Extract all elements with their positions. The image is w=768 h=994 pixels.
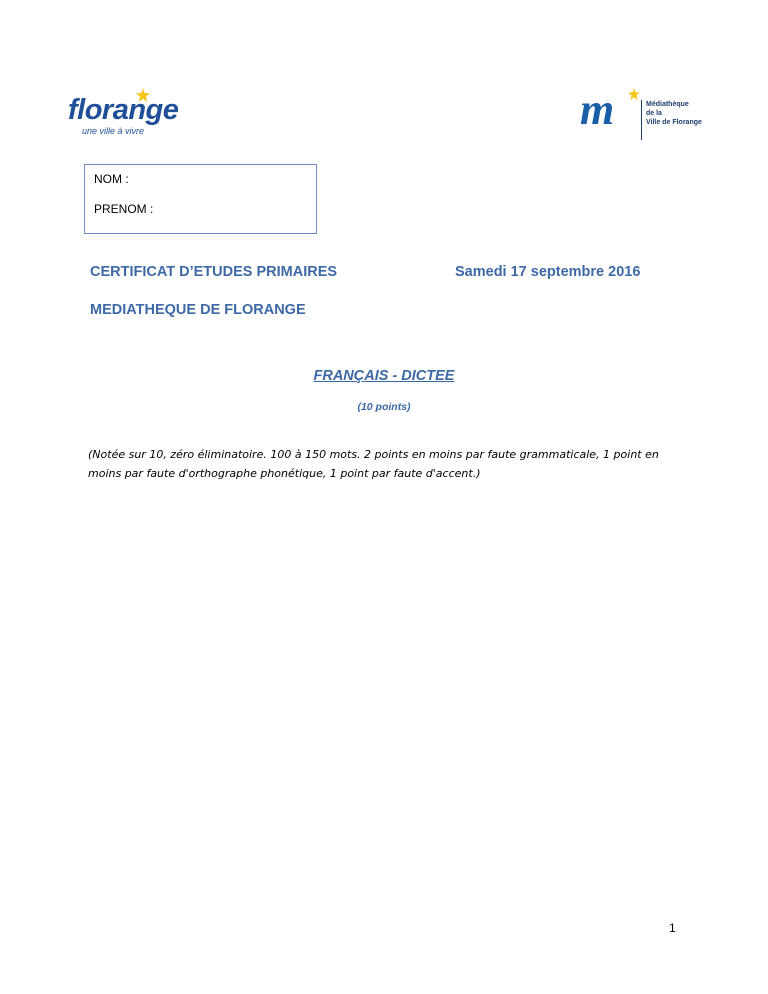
exam-date: Samedi 17 septembre 2016	[455, 264, 641, 280]
points-label: (10 points)	[357, 401, 411, 413]
grading-instructions: (Notée sur 10, zéro éliminatoire. 100 à 150 mots. 2 points en moins par faute grammaticale, 1 point en moins par faute d'orthographe phonétique, 1 point par faute d'accent.)	[88, 448, 659, 480]
exam-title: CERTIFICAT D’ETUDES PRIMAIRES	[90, 264, 338, 280]
prenom-label: PRENOM :	[94, 202, 154, 216]
mediatheque-line-3: Ville de Florange	[646, 119, 702, 126]
logo-divider	[641, 100, 642, 140]
nom-label: NOM :	[94, 172, 129, 186]
subject-title: FRANÇAIS - DICTEE	[313, 368, 455, 384]
mediatheque-line-2: de la	[646, 110, 662, 117]
subject-heading	[0, 367, 768, 385]
florange-wordmark: florange	[68, 94, 179, 126]
florange-logo	[52, 88, 192, 148]
page-number: 1	[669, 921, 676, 935]
mediatheque-logo-text	[646, 100, 702, 127]
mediatheque-line-1: Médiathèque	[646, 101, 689, 108]
mediatheque-m-glyph: m	[580, 85, 615, 134]
star-icon	[628, 88, 640, 100]
student-name-box	[84, 164, 317, 234]
exam-venue: MEDIATHEQUE DE FLORANGE	[90, 302, 306, 318]
mediatheque-logo	[580, 85, 710, 144]
florange-tagline: une ville à vivre	[82, 126, 145, 136]
